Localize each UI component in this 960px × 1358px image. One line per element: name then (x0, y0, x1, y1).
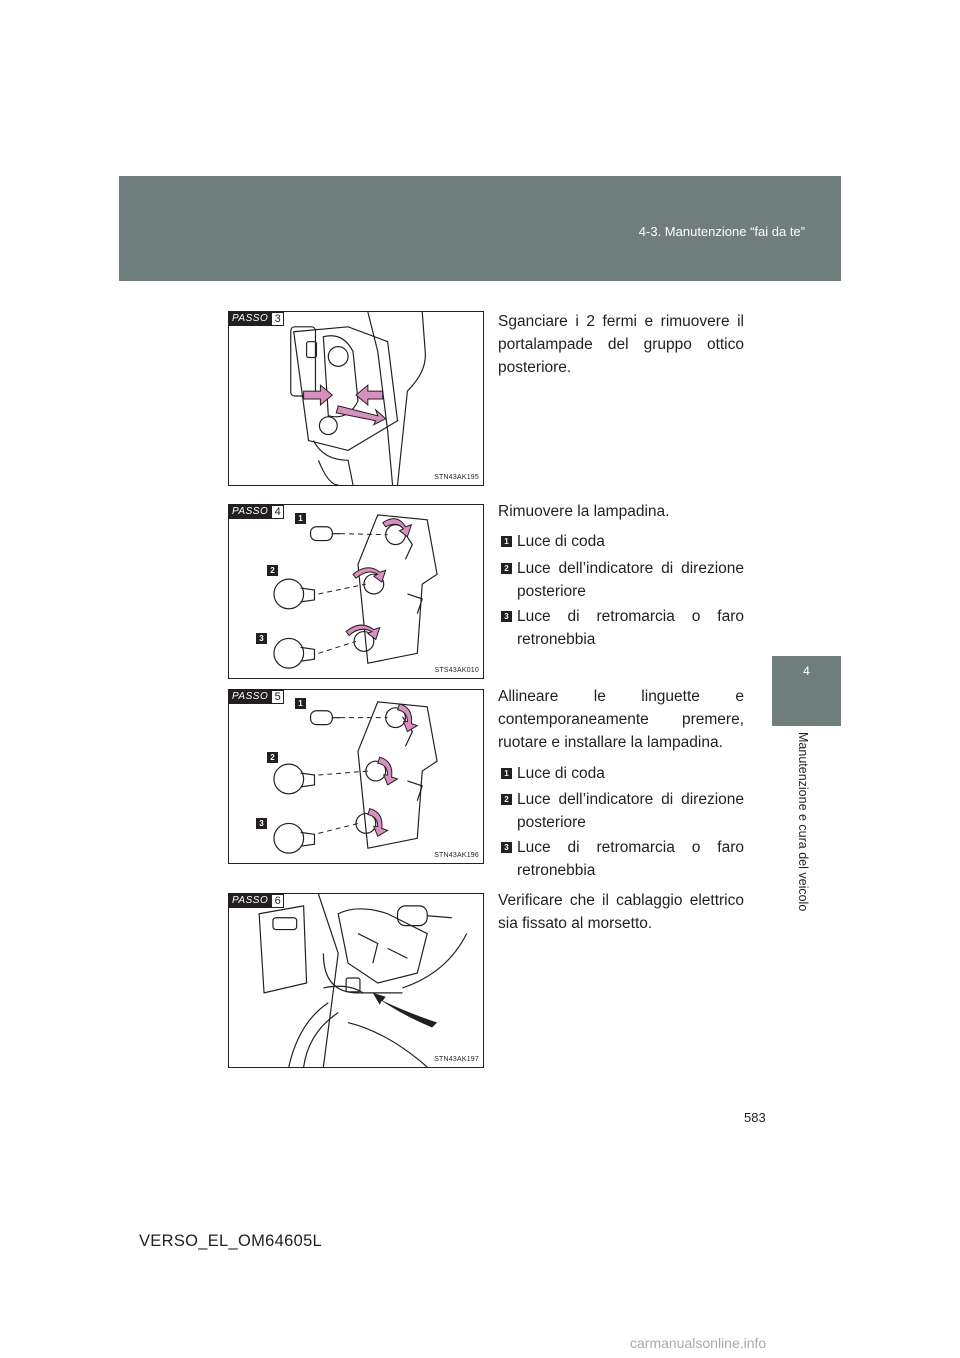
item-label: Luce di coda (517, 765, 605, 782)
figure-code: STN43AK196 (434, 852, 479, 859)
figure-badge-3: 3 (256, 633, 267, 644)
item-label: Luce di retromarcia o faro retronebbia (517, 839, 744, 879)
bulb-removal-illustration (229, 505, 483, 678)
figure-step-5 (228, 689, 484, 864)
figure-badge-2: 2 (267, 565, 278, 576)
figure-step-3 (228, 311, 484, 486)
figure-badge-1: 1 (295, 698, 306, 709)
item-label: Luce di coda (517, 533, 605, 550)
list-item (498, 605, 744, 651)
bulb-install-illustration (229, 690, 483, 863)
figure-badge-1: 1 (295, 513, 306, 524)
item-badge: 1 (501, 536, 512, 547)
step-3-text: Sganciare i 2 fermi e rimuovere il portalampade del gruppo ottico posteriore. (498, 313, 744, 376)
figure-code: STS43AK010 (434, 667, 479, 674)
item-badge: 2 (501, 563, 512, 574)
chapter-label: Manutenzione e cura del veicolo (796, 732, 810, 912)
item-badge: 3 (501, 611, 512, 622)
list-item (498, 557, 744, 603)
figure-badge-3: 3 (256, 818, 267, 829)
step-5-text: Allineare le linguette e contemporaneamente premere, ruotare e installare la lampadina. (498, 688, 744, 751)
step-number: 3 (271, 312, 284, 326)
step-label (229, 894, 284, 908)
step-6-text: Verificare che il cablaggio elettrico sia fissato al morsetto. (498, 892, 744, 932)
step-label (229, 690, 284, 704)
item-badge: 3 (501, 842, 512, 853)
step-4-text: Rimuovere la lampadina. (498, 503, 670, 520)
step-word: PASSO (229, 505, 271, 519)
list-item (498, 762, 744, 785)
item-badge: 2 (501, 794, 512, 805)
figure-code: STN43AK197 (434, 1056, 479, 1063)
chapter-number: 4 (803, 664, 810, 678)
item-label: Luce dell’indicatore di direzione posteriore (517, 791, 744, 831)
step-label (229, 312, 284, 326)
wiring-clamp-illustration (229, 894, 483, 1067)
item-badge: 1 (501, 768, 512, 779)
tail-light-removal-illustration (229, 312, 483, 485)
watermark: carmanualsonline.info (630, 1335, 767, 1351)
figure-step-4 (228, 504, 484, 679)
step-word: PASSO (229, 312, 271, 326)
chapter-tab (772, 656, 841, 726)
list-item (498, 530, 744, 553)
list-item (498, 836, 744, 882)
item-label: Luce di retromarcia o faro retronebbia (517, 608, 744, 648)
figure-badge-2: 2 (267, 752, 278, 763)
chapter-label-container (796, 732, 816, 942)
list-item (498, 788, 744, 834)
section-title: 4-3. Manutenzione “fai da te” (638, 224, 805, 239)
section-header (119, 176, 841, 281)
figure-step-6 (228, 893, 484, 1068)
step-label (229, 505, 284, 519)
step-number: 4 (271, 505, 284, 519)
step-word: PASSO (229, 690, 271, 704)
document-code: VERSO_EL_OM64605L (139, 1232, 323, 1250)
item-label: Luce dell’indicatore di direzione posteriore (517, 560, 744, 600)
step-number: 5 (271, 690, 284, 704)
page-number: 583 (744, 1110, 766, 1125)
figure-code: STN43AK195 (434, 474, 479, 481)
step-number: 6 (271, 894, 284, 908)
step-word: PASSO (229, 894, 271, 908)
